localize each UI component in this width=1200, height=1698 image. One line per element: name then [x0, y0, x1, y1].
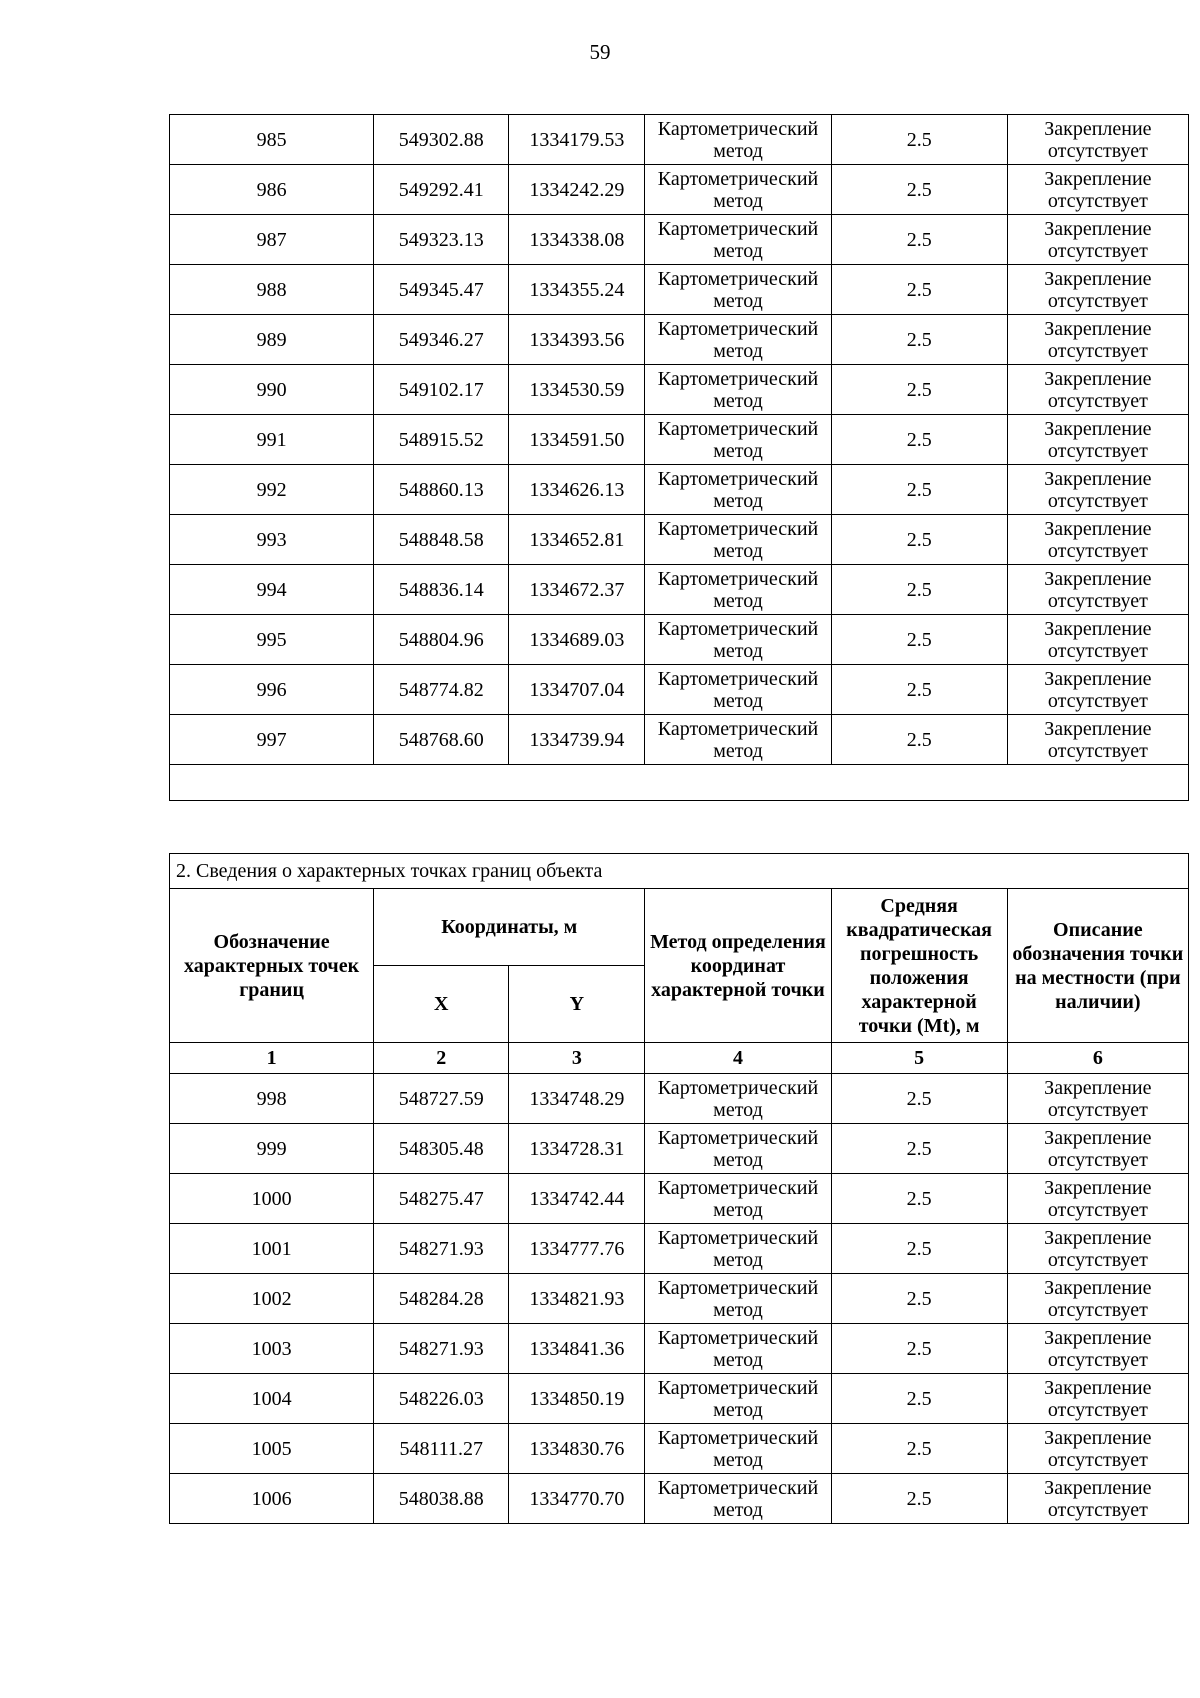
method-cell: Картометрический метод [645, 615, 831, 665]
point-cell: 993 [170, 515, 374, 565]
table-row [170, 1224, 1189, 1274]
x-coordinate-cell: 549302.88 [374, 115, 509, 165]
point-cell: 997 [170, 715, 374, 765]
column-number: 3 [509, 1043, 645, 1074]
x-coordinate-cell: 549292.41 [374, 165, 509, 215]
method-cell: Картометрический метод [645, 1174, 831, 1224]
header-row-1 [170, 889, 1189, 966]
y-coordinate-cell: 1334393.56 [509, 315, 645, 365]
point-cell: 996 [170, 665, 374, 715]
point-cell: 999 [170, 1124, 374, 1174]
point-cell: 988 [170, 265, 374, 315]
x-coordinate-cell: 549102.17 [374, 365, 509, 415]
error-cell: 2.5 [831, 1074, 1007, 1124]
point-cell: 1002 [170, 1274, 374, 1324]
description-cell: Закрепление отсутствует [1007, 165, 1188, 215]
point-cell: 1004 [170, 1374, 374, 1424]
x-coordinate-cell: 548915.52 [374, 415, 509, 465]
x-coordinate-cell: 548768.60 [374, 715, 509, 765]
point-cell: 986 [170, 165, 374, 215]
error-cell: 2.5 [831, 415, 1007, 465]
description-cell: Закрепление отсутствует [1007, 1124, 1188, 1174]
y-coordinate-cell: 1334742.44 [509, 1174, 645, 1224]
x-coordinate-cell: 548038.88 [374, 1474, 509, 1524]
description-cell: Закрепление отсутствует [1007, 1324, 1188, 1374]
point-cell: 998 [170, 1074, 374, 1124]
error-cell: 2.5 [831, 465, 1007, 515]
description-cell: Закрепление отсутствует [1007, 415, 1188, 465]
point-cell: 991 [170, 415, 374, 465]
description-cell: Закрепление отсутствует [1007, 1224, 1188, 1274]
error-cell: 2.5 [831, 265, 1007, 315]
x-coordinate-cell: 548111.27 [374, 1424, 509, 1474]
y-coordinate-cell: 1334242.29 [509, 165, 645, 215]
method-cell: Картометрический метод [645, 1474, 831, 1524]
x-coordinate-cell: 549346.27 [374, 315, 509, 365]
y-coordinate-cell: 1334728.31 [509, 1124, 645, 1174]
header-y: Y [509, 966, 645, 1043]
y-coordinate-cell: 1334777.76 [509, 1224, 645, 1274]
column-number: 6 [1007, 1043, 1188, 1074]
table-row [170, 615, 1189, 665]
error-cell: 2.5 [831, 215, 1007, 265]
table-row [170, 665, 1189, 715]
y-coordinate-cell: 1334626.13 [509, 465, 645, 515]
x-coordinate-cell: 548836.14 [374, 565, 509, 615]
x-coordinate-cell: 548727.59 [374, 1074, 509, 1124]
error-cell: 2.5 [831, 665, 1007, 715]
method-cell: Картометрический метод [645, 565, 831, 615]
description-cell: Закрепление отсутствует [1007, 1074, 1188, 1124]
method-cell: Картометрический метод [645, 1374, 831, 1424]
description-cell: Закрепление отсутствует [1007, 465, 1188, 515]
method-cell: Картометрический метод [645, 715, 831, 765]
table-row [170, 715, 1189, 765]
point-cell: 994 [170, 565, 374, 615]
method-cell: Картометрический метод [645, 1224, 831, 1274]
point-cell: 1000 [170, 1174, 374, 1224]
method-cell: Картометрический метод [645, 465, 831, 515]
error-cell: 2.5 [831, 615, 1007, 665]
points-table-continued [169, 114, 1189, 801]
x-coordinate-cell: 548284.28 [374, 1274, 509, 1324]
error-cell: 2.5 [831, 1224, 1007, 1274]
y-coordinate-cell: 1334355.24 [509, 265, 645, 315]
header-description: Описание обозначения точки на местности (при наличии) [1007, 889, 1188, 1043]
table-row [170, 165, 1189, 215]
description-cell: Закрепление отсутствует [1007, 115, 1188, 165]
header-point: Обозначение характерных точек границ [170, 889, 374, 1043]
table-row [170, 315, 1189, 365]
point-cell: 1005 [170, 1424, 374, 1474]
boundary-points-table-body [170, 1074, 1189, 1524]
method-cell: Картометрический метод [645, 115, 831, 165]
method-cell: Картометрический метод [645, 365, 831, 415]
point-cell: 992 [170, 465, 374, 515]
column-number: 5 [831, 1043, 1007, 1074]
description-cell: Закрепление отсутствует [1007, 365, 1188, 415]
y-coordinate-cell: 1334672.37 [509, 565, 645, 615]
y-coordinate-cell: 1334739.94 [509, 715, 645, 765]
column-number: 2 [374, 1043, 509, 1074]
x-coordinate-cell: 548271.93 [374, 1224, 509, 1274]
y-coordinate-cell: 1334830.76 [509, 1424, 645, 1474]
table-row [170, 1374, 1189, 1424]
point-cell: 989 [170, 315, 374, 365]
description-cell: Закрепление отсутствует [1007, 515, 1188, 565]
header-method: Метод определения координат характерной точки [645, 889, 831, 1043]
y-coordinate-cell: 1334841.36 [509, 1324, 645, 1374]
method-cell: Картометрический метод [645, 515, 831, 565]
y-coordinate-cell: 1334850.19 [509, 1374, 645, 1424]
error-cell: 2.5 [831, 1424, 1007, 1474]
method-cell: Картометрический метод [645, 1324, 831, 1374]
description-cell: Закрепление отсутствует [1007, 1174, 1188, 1224]
x-coordinate-cell: 548860.13 [374, 465, 509, 515]
x-coordinate-cell: 549323.13 [374, 215, 509, 265]
page-number: 59 [589, 40, 611, 64]
points-table-continued-body [170, 115, 1189, 801]
column-number: 1 [170, 1043, 374, 1074]
column-number: 4 [645, 1043, 831, 1074]
method-cell: Картометрический метод [645, 1124, 831, 1174]
method-cell: Картометрический метод [645, 265, 831, 315]
y-coordinate-cell: 1334689.03 [509, 615, 645, 665]
x-coordinate-cell: 548226.03 [374, 1374, 509, 1424]
header-x: X [374, 966, 509, 1043]
point-cell: 995 [170, 615, 374, 665]
table-row [170, 365, 1189, 415]
error-cell: 2.5 [831, 1274, 1007, 1324]
y-coordinate-cell: 1334338.08 [509, 215, 645, 265]
point-cell: 1006 [170, 1474, 374, 1524]
error-cell: 2.5 [831, 715, 1007, 765]
error-cell: 2.5 [831, 1174, 1007, 1224]
header-coords: Координаты, м [374, 889, 645, 966]
error-cell: 2.5 [831, 315, 1007, 365]
description-cell: Закрепление отсутствует [1007, 665, 1188, 715]
description-cell: Закрепление отсутствует [1007, 1374, 1188, 1424]
method-cell: Картометрический метод [645, 315, 831, 365]
description-cell: Закрепление отсутствует [1007, 1424, 1188, 1474]
boundary-points-table-head [170, 854, 1189, 1074]
table-row [170, 1174, 1189, 1224]
error-cell: 2.5 [831, 165, 1007, 215]
x-coordinate-cell: 548275.47 [374, 1174, 509, 1224]
x-coordinate-cell: 548774.82 [374, 665, 509, 715]
x-coordinate-cell: 549345.47 [374, 265, 509, 315]
table-row [170, 465, 1189, 515]
table-row [170, 215, 1189, 265]
description-cell: Закрепление отсутствует [1007, 1474, 1188, 1524]
point-cell: 985 [170, 115, 374, 165]
error-cell: 2.5 [831, 365, 1007, 415]
point-cell: 1001 [170, 1224, 374, 1274]
table-caption-row [170, 854, 1189, 889]
table-row [170, 1074, 1189, 1124]
table-row [170, 1324, 1189, 1374]
boundary-points-table [169, 853, 1189, 1524]
point-cell: 987 [170, 215, 374, 265]
column-numbers-row [170, 1043, 1189, 1074]
x-coordinate-cell: 548271.93 [374, 1324, 509, 1374]
error-cell: 2.5 [831, 1324, 1007, 1374]
table-row [170, 265, 1189, 315]
x-coordinate-cell: 548804.96 [374, 615, 509, 665]
method-cell: Картометрический метод [645, 1074, 831, 1124]
method-cell: Картометрический метод [645, 165, 831, 215]
y-coordinate-cell: 1334748.29 [509, 1074, 645, 1124]
header-error: Средняя квадратическая погрешность положения характерной точки (Mt), м [831, 889, 1007, 1043]
x-coordinate-cell: 548848.58 [374, 515, 509, 565]
description-cell: Закрепление отсутствует [1007, 215, 1188, 265]
table-row [170, 115, 1189, 165]
description-cell: Закрепление отсутствует [1007, 315, 1188, 365]
description-cell: Закрепление отсутствует [1007, 1274, 1188, 1324]
method-cell: Картометрический метод [645, 215, 831, 265]
y-coordinate-cell: 1334652.81 [509, 515, 645, 565]
table-row [170, 515, 1189, 565]
table-row [170, 1474, 1189, 1524]
table-row [170, 1424, 1189, 1474]
y-coordinate-cell: 1334179.53 [509, 115, 645, 165]
x-coordinate-cell: 548305.48 [374, 1124, 509, 1174]
method-cell: Картометрический метод [645, 415, 831, 465]
description-cell: Закрепление отсутствует [1007, 265, 1188, 315]
table-row [170, 1274, 1189, 1324]
description-cell: Закрепление отсутствует [1007, 715, 1188, 765]
method-cell: Картометрический метод [645, 665, 831, 715]
error-cell: 2.5 [831, 115, 1007, 165]
table-caption: 2. Сведения о характерных точках границ объекта [170, 854, 1189, 889]
point-cell: 990 [170, 365, 374, 415]
error-cell: 2.5 [831, 515, 1007, 565]
y-coordinate-cell: 1334821.93 [509, 1274, 645, 1324]
y-coordinate-cell: 1334707.04 [509, 665, 645, 715]
y-coordinate-cell: 1334770.70 [509, 1474, 645, 1524]
table-row [170, 1124, 1189, 1174]
error-cell: 2.5 [831, 1474, 1007, 1524]
error-cell: 2.5 [831, 565, 1007, 615]
error-cell: 2.5 [831, 1374, 1007, 1424]
y-coordinate-cell: 1334591.50 [509, 415, 645, 465]
error-cell: 2.5 [831, 1124, 1007, 1174]
description-cell: Закрепление отсутствует [1007, 565, 1188, 615]
empty-cell [170, 765, 1189, 801]
empty-row [170, 765, 1189, 801]
method-cell: Картометрический метод [645, 1424, 831, 1474]
description-cell: Закрепление отсутствует [1007, 615, 1188, 665]
method-cell: Картометрический метод [645, 1274, 831, 1324]
point-cell: 1003 [170, 1324, 374, 1374]
y-coordinate-cell: 1334530.59 [509, 365, 645, 415]
table-row [170, 415, 1189, 465]
table-row [170, 565, 1189, 615]
